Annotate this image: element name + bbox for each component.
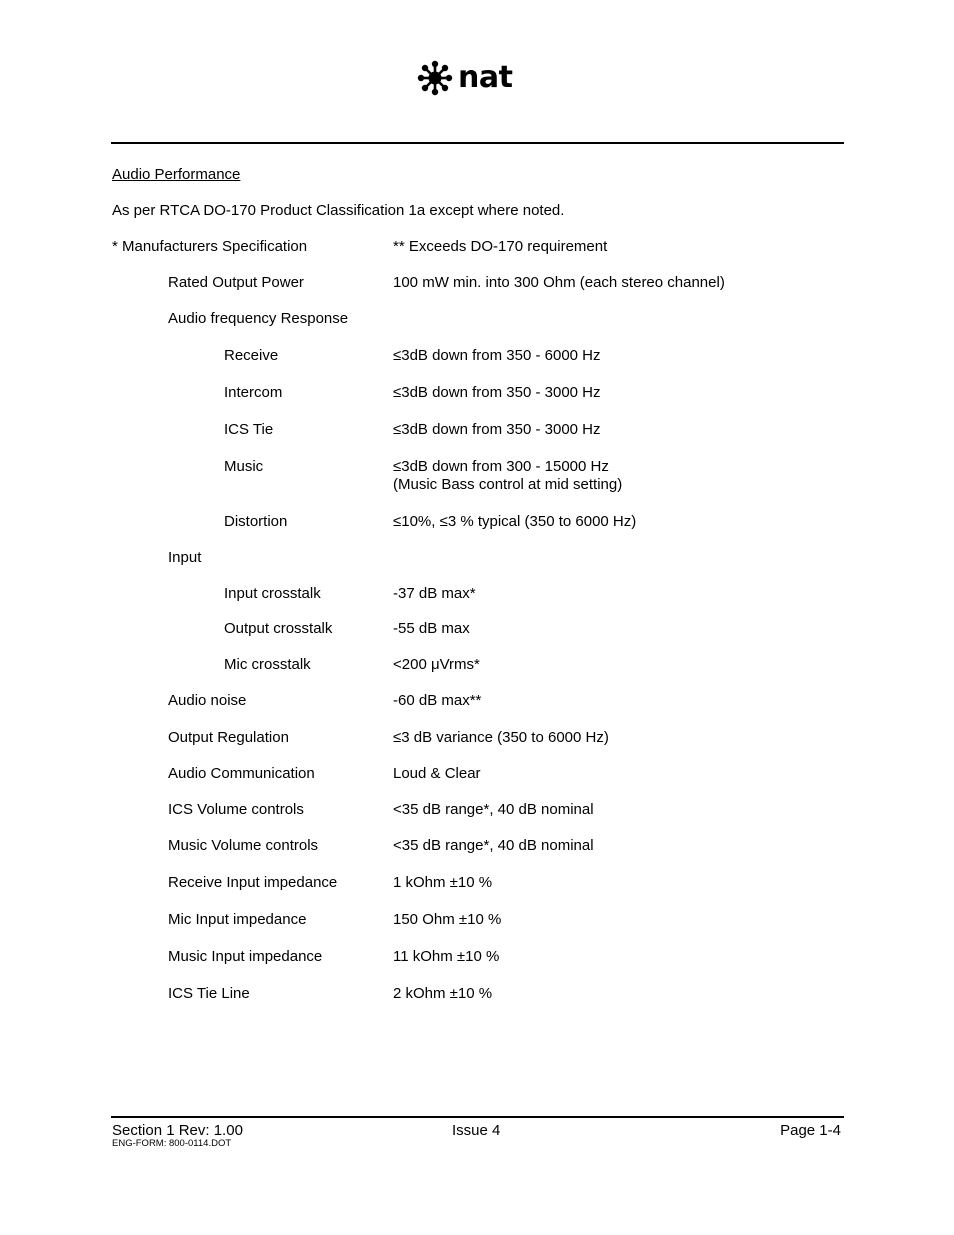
spec-label: ICS Tie <box>224 421 274 438</box>
intro-text: As per RTCA DO-170 Product Classification 1a except where noted. <box>112 202 565 219</box>
spec-label: Mic crosstalk <box>224 656 311 673</box>
spec-label: Intercom <box>224 384 283 401</box>
spec-value: ≤3dB down from 300 - 15000 Hz <box>393 458 609 475</box>
spec-value: ≤3dB down from 350 - 3000 Hz <box>393 384 601 401</box>
spec-label: ICS Volume controls <box>168 801 304 818</box>
footer-issue: Issue 4 <box>452 1122 501 1139</box>
spec-label: Audio Communication <box>168 765 315 782</box>
spec-label: Rated Output Power <box>168 274 304 291</box>
spec-value: 2 kOhm ±10 % <box>393 985 493 1002</box>
section-heading: Audio Performance <box>112 166 241 183</box>
spec-value: -37 dB max* <box>393 585 476 602</box>
note-exceeds-do170: ** Exceeds DO-170 requirement <box>393 238 608 255</box>
footer-page: Page 1-4 <box>780 1122 841 1139</box>
nat-logo <box>413 56 543 100</box>
spec-label: Audio frequency Response <box>168 310 349 327</box>
spec-value: 150 Ohm ±10 % <box>393 911 502 928</box>
spec-value: <35 dB range*, 40 dB nominal <box>393 801 594 818</box>
spec-value: <200 μVrms* <box>393 656 480 673</box>
spec-label: Receive Input impedance <box>168 874 338 891</box>
footer-section: Section 1 Rev: 1.00 <box>112 1122 243 1139</box>
spec-label: Receive <box>224 347 279 364</box>
header-rule <box>111 142 844 144</box>
logo-text: nat <box>458 60 513 95</box>
spec-value: ≤3dB down from 350 - 6000 Hz <box>393 347 601 364</box>
spec-value-note: (Music Bass control at mid setting) <box>393 476 623 493</box>
spec-value: 1 kOhm ±10 % <box>393 874 493 891</box>
spec-value: ≤10%, ≤3 % typical (350 to 6000 Hz) <box>393 513 637 530</box>
spec-value: -55 dB max <box>393 620 470 637</box>
note-manufacturer-spec: * Manufacturers Specification <box>112 238 308 255</box>
spec-label: Input <box>168 549 202 566</box>
spec-label: Music Volume controls <box>168 837 319 854</box>
spec-label: Output Regulation <box>168 729 289 746</box>
spec-value: <35 dB range*, 40 dB nominal <box>393 837 594 854</box>
spec-label: Audio noise <box>168 692 247 709</box>
spec-label: Mic Input impedance <box>168 911 307 928</box>
spec-value: ≤3dB down from 350 - 3000 Hz <box>393 421 601 438</box>
spec-label: Distortion <box>224 513 288 530</box>
spec-label: Input crosstalk <box>224 585 321 602</box>
spec-label: Output crosstalk <box>224 620 333 637</box>
spec-label: Music Input impedance <box>168 948 323 965</box>
spec-value: 100 mW min. into 300 Ohm (each stereo channel) <box>393 274 725 291</box>
spec-value: ≤3 dB variance (350 to 6000 Hz) <box>393 729 609 746</box>
footer-rule <box>111 1116 844 1118</box>
spec-label: ICS Tie Line <box>168 985 250 1002</box>
footer-form: ENG-FORM: 800-0114.DOT <box>112 1138 232 1149</box>
spec-value: 11 kOhm ±10 % <box>393 948 500 965</box>
spec-label: Music <box>224 458 264 475</box>
spec-value: -60 dB max** <box>393 692 482 709</box>
spec-value: Loud & Clear <box>393 765 481 782</box>
